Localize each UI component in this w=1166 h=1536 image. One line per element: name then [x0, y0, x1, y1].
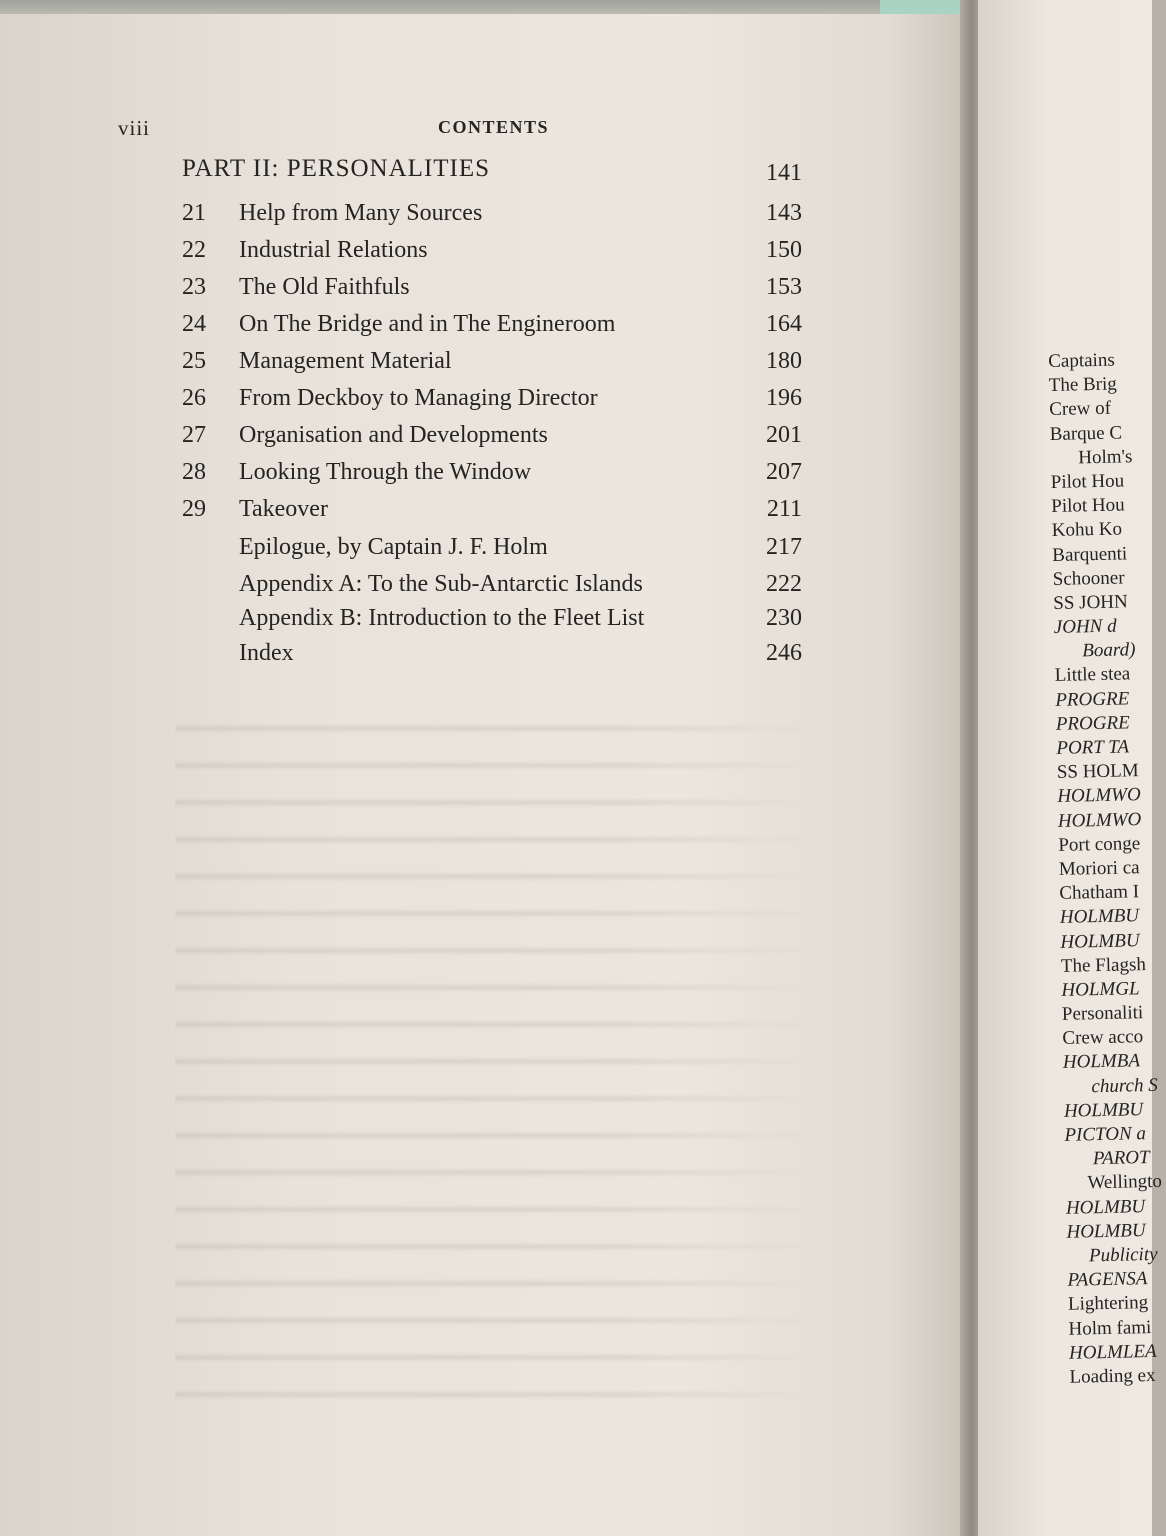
list-item: The Flagsh: [1060, 953, 1147, 977]
chapter-number: 23: [182, 274, 206, 300]
list-item: Port conge: [1058, 832, 1141, 856]
list-item: PAGENSA: [1067, 1268, 1148, 1291]
chapter-page: 180: [766, 348, 802, 374]
list-item: Loading ex: [1069, 1364, 1156, 1388]
toc-entry: [0, 496, 820, 530]
list-item: PAROT: [1092, 1147, 1150, 1170]
list-item: Holm's: [1078, 446, 1133, 469]
chapter-number: 28: [182, 459, 206, 485]
facing-page-illustration-list: [1048, 348, 1166, 1390]
list-item: SS JOHN: [1053, 591, 1128, 614]
toc-entry: [0, 200, 820, 234]
chapter-page: 196: [766, 385, 802, 411]
list-item: Personaliti: [1061, 1002, 1144, 1025]
toc-entry: [0, 605, 820, 639]
toc-entry: [0, 348, 820, 382]
list-item: Holm fami: [1068, 1316, 1152, 1340]
list-item: PORT TA: [1056, 736, 1130, 759]
list-item: Barque C: [1049, 422, 1123, 445]
list-item: Publicity: [1088, 1243, 1158, 1267]
chapter-title: Takeover: [239, 496, 328, 522]
list-item: Pilot Hou: [1050, 470, 1125, 493]
chapter-page: 230: [766, 605, 802, 631]
chapter-title: Index: [239, 640, 294, 666]
chapter-number: 24: [182, 311, 206, 337]
toc-entry: [0, 571, 820, 605]
chapter-title: Epilogue, by Captain J. F. Holm: [239, 534, 548, 560]
chapter-title: The Old Faithfuls: [239, 274, 410, 300]
list-item: PICTON a: [1064, 1123, 1147, 1146]
list-item: Pilot Hou: [1051, 494, 1125, 518]
chapter-title: Management Material: [239, 348, 452, 374]
chapter-title: Appendix A: To the Sub-Antarctic Islands: [239, 571, 643, 597]
chapter-title: Industrial Relations: [239, 237, 428, 263]
chapter-title: Appendix B: Introduction to the Fleet List: [239, 605, 645, 631]
list-item: Crew of: [1049, 398, 1112, 421]
toc-entry: [0, 534, 820, 568]
list-item: church S: [1091, 1074, 1158, 1097]
list-item: HOLMGL: [1061, 978, 1140, 1001]
chapter-title: From Deckboy to Managing Director: [239, 385, 598, 411]
chapter-page: 207: [766, 459, 802, 485]
list-item: SS HOLM: [1056, 760, 1139, 784]
list-item: HOLMBU: [1060, 929, 1140, 953]
toc-entry: [0, 311, 820, 345]
list-item: HOLMWO: [1057, 808, 1142, 832]
chapter-title: Organisation and Developments: [239, 422, 548, 448]
show-through-text: [175, 704, 815, 1424]
toc-entry: [0, 640, 820, 674]
chapter-page: 143: [766, 200, 802, 226]
list-item: Schooner: [1052, 567, 1125, 590]
chapter-page: 217: [766, 534, 802, 560]
list-item: HOLMLEA: [1068, 1340, 1157, 1364]
list-item: PROGRE: [1055, 712, 1130, 735]
running-head: CONTENTS: [438, 117, 550, 137]
list-item: Moriori ca: [1058, 857, 1140, 880]
list-item: Board): [1082, 639, 1136, 662]
list-item: JOHN d: [1053, 615, 1117, 638]
list-item: The Brig: [1048, 373, 1118, 397]
list-item: Little stea: [1054, 663, 1131, 687]
toc-entry: [0, 237, 820, 271]
toc-entry: [0, 385, 820, 419]
list-item: Wellingto: [1087, 1171, 1163, 1194]
part-page-number: 141: [766, 160, 802, 186]
list-item: HOLMBU: [1059, 905, 1140, 929]
chapter-page: 246: [766, 640, 802, 666]
list-item: Barquenti: [1052, 542, 1128, 566]
chapter-number: 25: [182, 348, 206, 374]
chapter-page: 150: [766, 237, 802, 263]
list-item: PROGRE: [1055, 688, 1130, 711]
list-item: Chatham I: [1059, 881, 1140, 905]
toc-entry: [0, 422, 820, 456]
list-item: HOLMBU: [1066, 1219, 1146, 1243]
chapter-title: Looking Through the Window: [239, 459, 532, 485]
chapter-page: 201: [766, 422, 802, 448]
part-title: PART II: PERSONALITIES: [182, 155, 491, 182]
toc-entry: [0, 274, 820, 308]
chapter-number: 22: [182, 237, 206, 263]
list-item: HOLMBA: [1062, 1050, 1141, 1074]
chapter-page: 222: [766, 571, 802, 597]
list-item: Kohu Ko: [1051, 518, 1123, 542]
chapter-number: 27: [182, 422, 206, 448]
chapter-page: 153: [766, 274, 802, 300]
list-item: HOLMWO: [1057, 784, 1141, 808]
chapter-title: Help from Many Sources: [239, 200, 483, 226]
chapter-number: 21: [182, 200, 206, 226]
list-item: Captains: [1048, 349, 1115, 372]
chapter-page: 164: [766, 311, 802, 337]
page-folio: viii: [118, 116, 151, 140]
chapter-number: 29: [182, 496, 206, 522]
chapter-number: 26: [182, 385, 206, 411]
list-item: Lightering: [1067, 1292, 1149, 1316]
list-item: Crew acco: [1062, 1026, 1144, 1050]
toc-entry: [0, 459, 820, 493]
list-item: HOLMBU: [1063, 1098, 1144, 1122]
right-book-page: [978, 0, 1163, 1536]
list-item: HOLMBU: [1065, 1195, 1146, 1219]
chapter-title: On The Bridge and in The Engineroom: [239, 311, 616, 337]
chapter-page: 211: [766, 496, 802, 522]
